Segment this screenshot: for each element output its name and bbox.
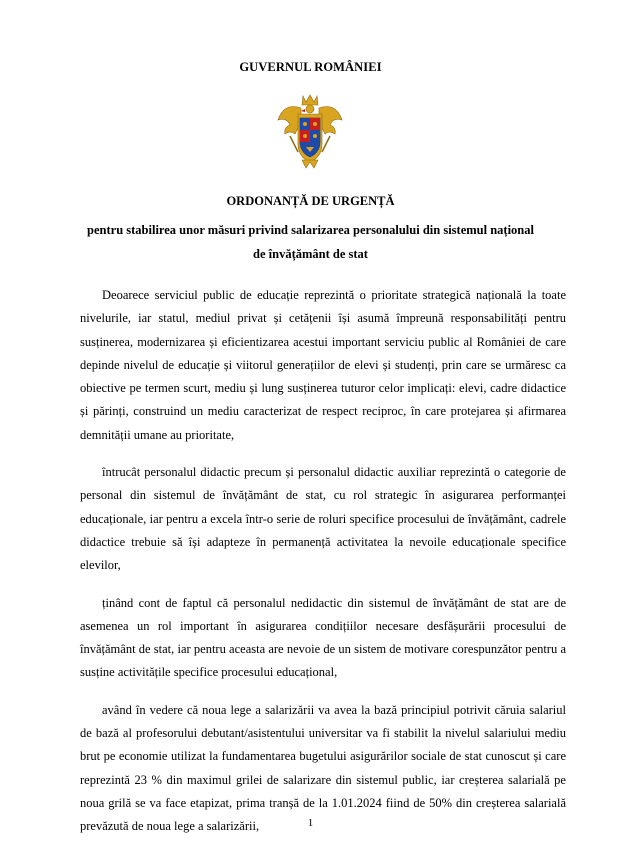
- preamble-paragraph: având în vedere că noua lege a salarizării va avea la bază principiul potrivit căruia salariul de bază al profesorului debutant/asistentului universitar va fi stabilit la nivelul salariului mediu brut pe economie utilizat la fundamentarea bugetului asigurărilor sociale de stat cunoscut și care reprezintă 23 % din maximul grilei de salarizare din sistemul public, iar creșterea salarială pe noua grilă se va face etapizat, prima tranșă de la 1.01.2024 fiind de 50% din creșterea salarială prevăzută de noua lege a salarizării,: [80, 702, 566, 834]
- government-header: GUVERNUL ROMÂNIEI: [239, 60, 382, 74]
- preamble-paragraph: întrucât personalul didactic precum și personalul didactic auxiliar reprezintă o categorie de personal din sistemul de învățământ de stat, cu rol strategic în asigurarea performanței educaționale, iar pentru a excela într-o serie de roluri specifice procesului de învățământ, cadrele didactice trebuie să își adapteze în permanență activitatea la nevoile educaționale specifice elevilor,: [80, 465, 566, 573]
- page-number: 1: [307, 817, 314, 829]
- preamble-paragraph: ținând cont de faptul că personalul nedidactic din sistemul de învățământ de stat are de asemenea un rol important în asigurarea condițiilor necesare desfășurării procesului de învățământ de stat, iar pentru aceasta are nevoie de un sistem de motivare corespunzător pentru a susține activitățile specifice procesului educațional,: [80, 595, 566, 680]
- document-body: [80, 284, 566, 853]
- romania-coat-of-arms-icon: [276, 92, 344, 176]
- preamble-paragraph: Deoarece serviciul public de educație reprezintă o prioritate strategică națională la toate nivelurile, iar statul, mediul privat și cetățenii își asumă împreună responsabilități pentru susținerea, modernizarea și eficientizarea acestui important serviciu public al României de care depinde nivelul de educație și viitorul generațiilor de elevi și studenți, prin care se urmăresc ca obiective pe termen scurt, mediu și lung susținerea tuturor celor implicați: elevi, cadre didactice și părinți, construind un mediu caracterizat de respect reciproc, în care protejarea și afirmarea demnității umane au prioritate,: [80, 288, 566, 442]
- ordinance-subtitle: pentru stabilirea unor măsuri privind salarizarea personalului din sistemul național de învățământ de stat: [87, 223, 534, 261]
- ordinance-title: ORDONANȚĂ DE URGENȚĂ: [226, 194, 395, 208]
